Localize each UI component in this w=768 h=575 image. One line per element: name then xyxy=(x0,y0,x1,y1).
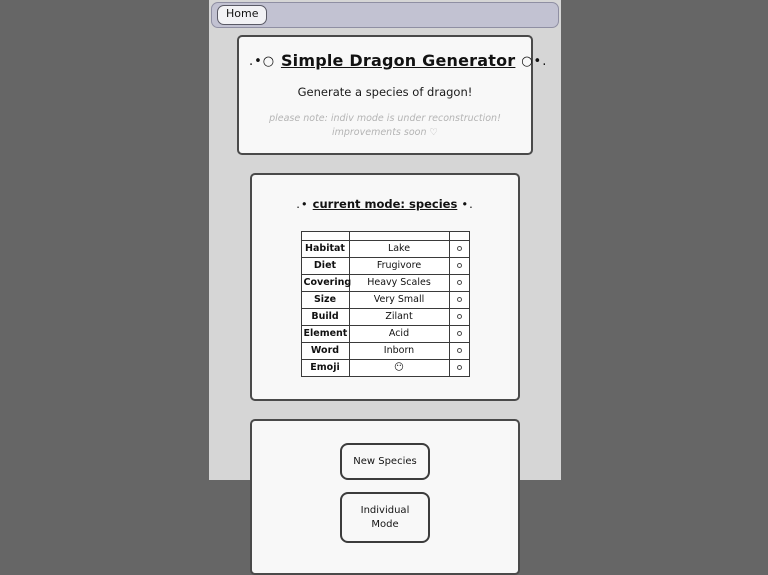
trait-value: Zilant xyxy=(349,308,449,325)
header-cell-lock xyxy=(449,231,469,240)
table-row xyxy=(301,359,469,376)
actions-card xyxy=(250,419,520,575)
page-subtitle: Generate a species of dragon! xyxy=(297,85,473,99)
trait-label: Habitat xyxy=(301,240,349,257)
traits-table xyxy=(301,231,470,377)
current-mode-heading xyxy=(262,197,508,211)
header-cell-value xyxy=(349,231,449,240)
lock-toggle-icon[interactable] xyxy=(457,365,462,370)
mode-card xyxy=(250,173,520,401)
table-header-row xyxy=(301,231,469,240)
lock-toggle-icon[interactable] xyxy=(457,280,462,285)
header-cell-label xyxy=(301,231,349,240)
trait-value: Acid xyxy=(349,325,449,342)
trait-label: Build xyxy=(301,308,349,325)
trait-lock-cell[interactable] xyxy=(449,342,469,359)
trait-label: Word xyxy=(301,342,349,359)
lock-toggle-icon[interactable] xyxy=(457,314,462,319)
mode-deco-left-icon: .• xyxy=(296,196,309,211)
trait-label: Diet xyxy=(301,257,349,274)
lock-toggle-icon[interactable] xyxy=(457,263,462,268)
page-note-line-2: improvements soon ♡ xyxy=(331,126,439,138)
current-mode-text: current mode: species xyxy=(312,196,458,211)
individual-mode-button[interactable]: Individual Mode xyxy=(340,492,430,543)
trait-lock-cell[interactable] xyxy=(449,257,469,274)
table-row xyxy=(301,274,469,291)
table-row xyxy=(301,308,469,325)
trait-label: Emoji xyxy=(301,359,349,376)
title-deco-left-icon: .•○ xyxy=(249,54,276,69)
traits-table-body xyxy=(301,240,469,376)
trait-value: 😶 xyxy=(349,359,449,376)
table-row xyxy=(301,257,469,274)
trait-lock-cell[interactable] xyxy=(449,240,469,257)
trait-label: Size xyxy=(301,291,349,308)
page-note-line-1: please note: indiv mode is under reconstruction! xyxy=(269,113,501,124)
page-column xyxy=(209,0,561,530)
trait-value: Heavy Scales xyxy=(349,274,449,291)
trait-value: Very Small xyxy=(349,291,449,308)
lock-toggle-icon[interactable] xyxy=(457,331,462,336)
table-row xyxy=(301,342,469,359)
trait-value: Frugivore xyxy=(349,257,449,274)
trait-lock-cell[interactable] xyxy=(449,359,469,376)
trait-label: Element xyxy=(301,325,349,342)
title-deco-right-icon: ○•. xyxy=(521,54,548,69)
home-nav-button[interactable]: Home xyxy=(217,5,267,24)
lock-toggle-icon[interactable] xyxy=(457,246,462,251)
trait-lock-cell[interactable] xyxy=(449,274,469,291)
table-row xyxy=(301,291,469,308)
new-species-button[interactable]: New Species xyxy=(340,443,430,481)
table-row xyxy=(301,240,469,257)
trait-label: Covering xyxy=(301,274,349,291)
trait-lock-cell[interactable] xyxy=(449,308,469,325)
trait-lock-cell[interactable] xyxy=(449,291,469,308)
lock-toggle-icon[interactable] xyxy=(457,297,462,302)
trait-value: Inborn xyxy=(349,342,449,359)
header-card xyxy=(237,35,548,155)
traits-table-head xyxy=(301,231,469,240)
mode-deco-right-icon: •. xyxy=(461,196,474,211)
top-navigation-bar xyxy=(211,2,559,28)
trait-value: Lake xyxy=(349,240,449,257)
trait-lock-cell[interactable] xyxy=(449,325,469,342)
page-title-text: Simple Dragon Generator xyxy=(280,51,516,70)
page-title xyxy=(249,51,548,70)
page-note xyxy=(249,112,521,140)
lock-toggle-icon[interactable] xyxy=(457,348,462,353)
table-row xyxy=(301,325,469,342)
